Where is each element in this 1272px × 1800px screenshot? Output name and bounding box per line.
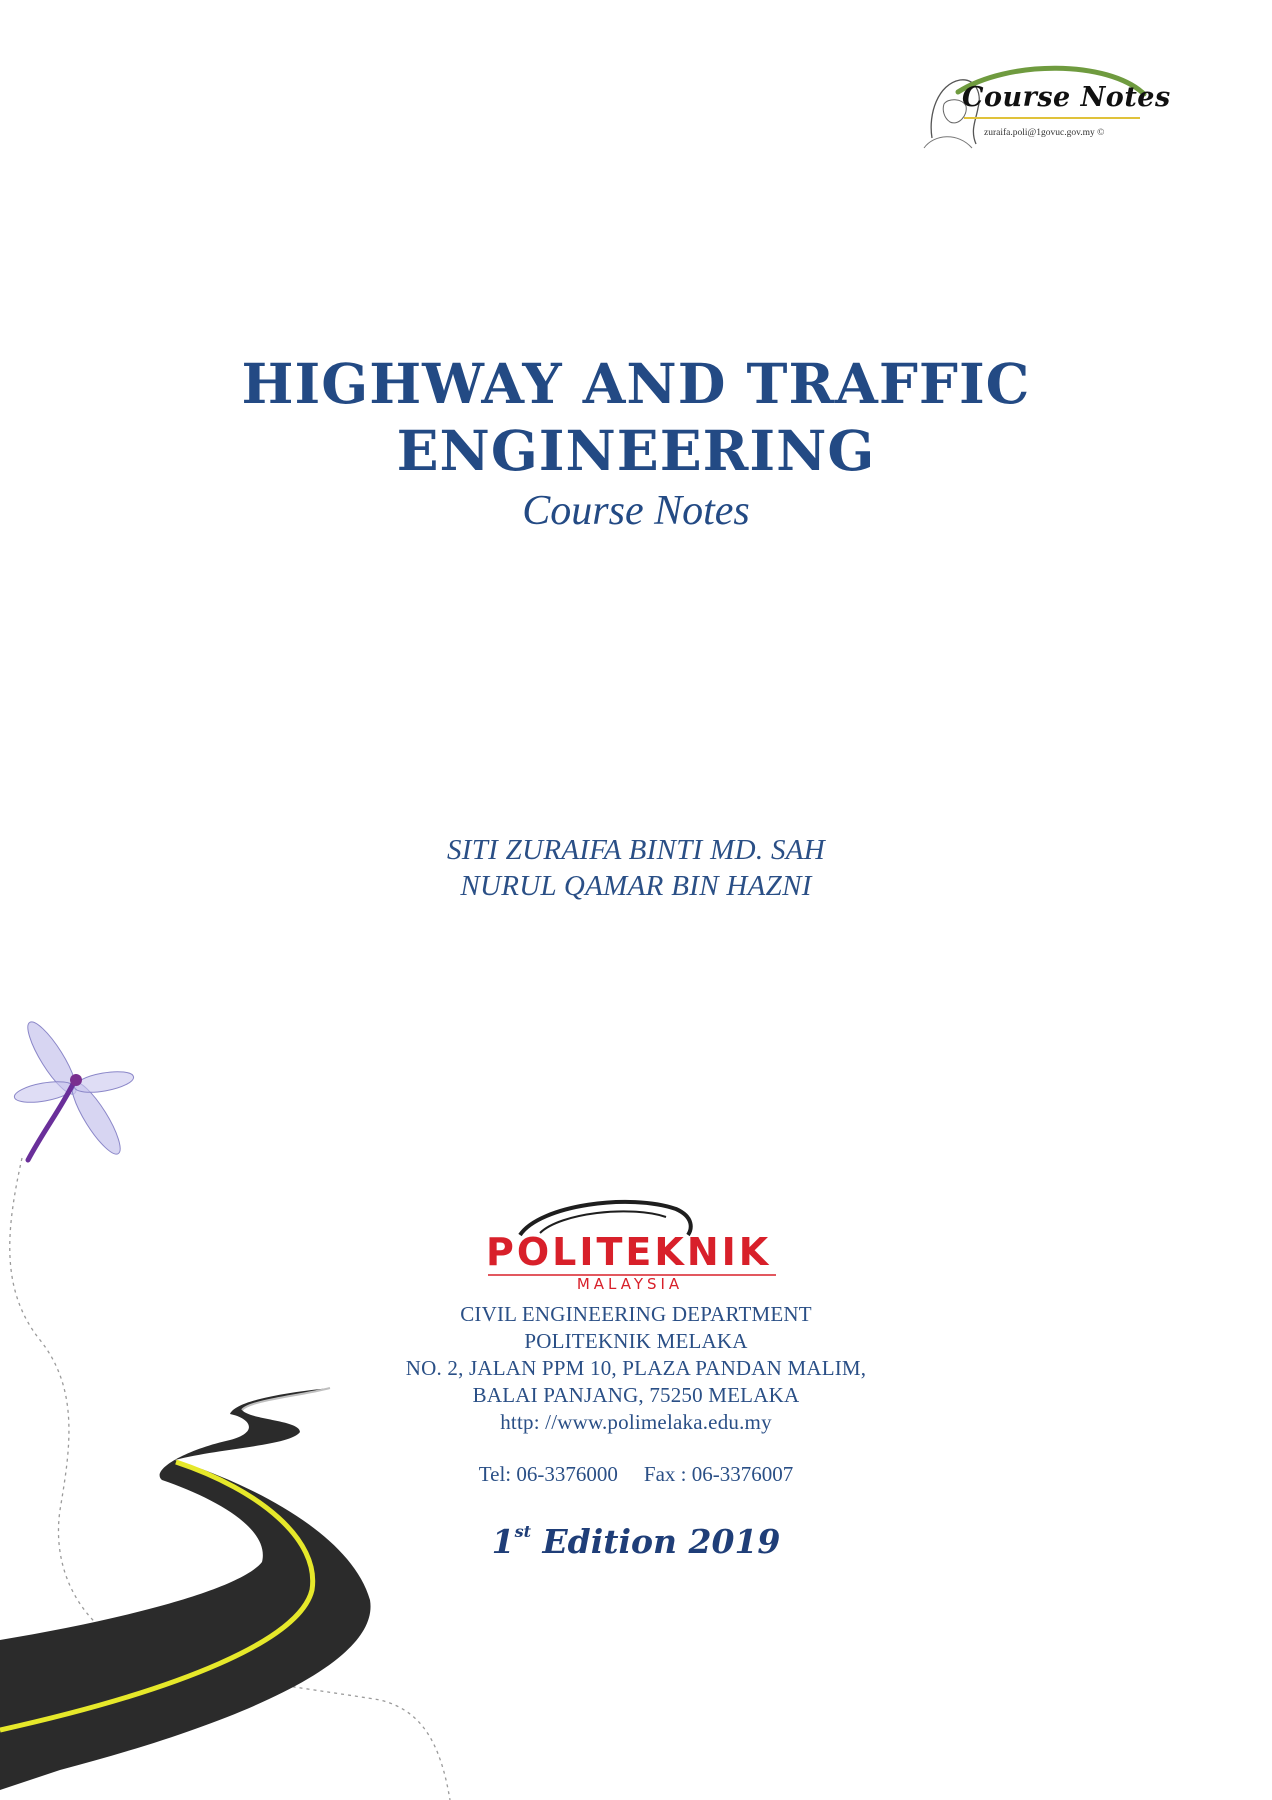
- edition-number: 1: [491, 1522, 515, 1561]
- address-line-3: NO. 2, JALAN PPM 10, PLAZA PANDAN MALIM,: [405, 1356, 867, 1380]
- edition-text: Edition 2019: [531, 1522, 781, 1561]
- edition-label: [0, 1522, 1272, 1561]
- author-1: SITI ZURAIFA BINTI MD. SAH: [446, 834, 826, 866]
- logo-wordmark: POLITEKNIK: [486, 1230, 772, 1274]
- fax-number: Fax : 06-3376007: [643, 1462, 794, 1486]
- dragonfly-icon: [13, 1017, 135, 1160]
- edition-suffix: st: [514, 1522, 531, 1541]
- tel-number: Tel: 06-3376000: [478, 1462, 618, 1486]
- politeknik-logo: [480, 1195, 780, 1295]
- address-line-1: CIVIL ENGINEERING DEPARTMENT: [460, 1302, 812, 1326]
- course-notes-badge: [918, 64, 1171, 150]
- winding-road: [0, 1388, 371, 1790]
- badge-email: zuraifa.poli@1govuc.gov.my ©: [984, 128, 1105, 138]
- website-link[interactable]: http: //www.polimelaka.edu.my: [500, 1410, 772, 1434]
- logo-subtext: MALAYSIA: [576, 1275, 684, 1293]
- address-line-4: BALAI PANJANG, 75250 MELAKA: [472, 1383, 800, 1407]
- address-line-2: POLITEKNIK MELAKA: [524, 1329, 748, 1353]
- badge-title: Course Notes: [962, 82, 1171, 113]
- contact-line: [0, 1462, 1272, 1487]
- page-subtitle: Course Notes: [522, 488, 750, 534]
- page-title-line-2: ENGINEERING: [396, 418, 876, 483]
- author-2: NURUL QAMAR BIN HAZNI: [460, 870, 812, 902]
- page-title-line-1: HIGHWAY AND TRAFFIC: [241, 351, 1031, 416]
